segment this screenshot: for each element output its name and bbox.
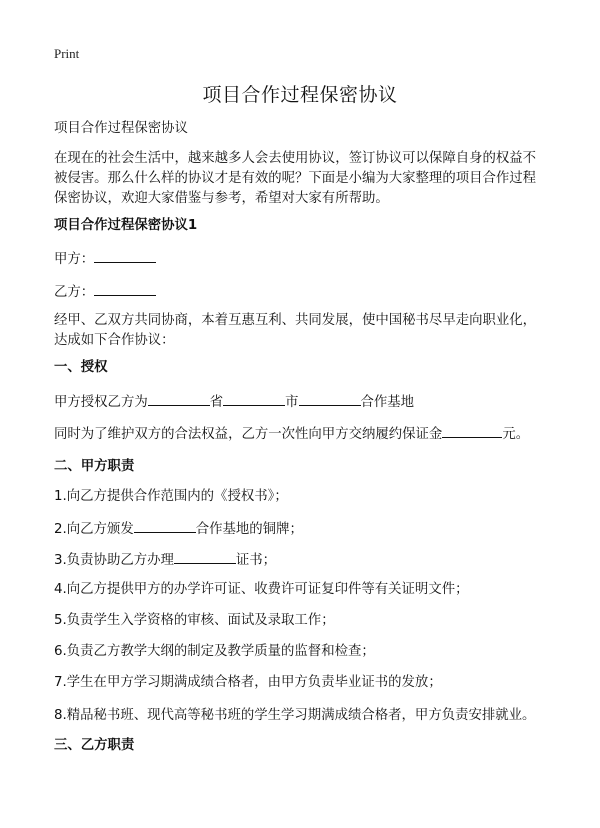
party-a-blank [94,248,156,263]
party-b-blank [94,281,156,296]
document-title: 项目合作过程保密协议 [202,84,398,106]
authorization-line [54,391,548,413]
deposit-text-1: 同时为了维护双方的合法权益，乙方一次性向甲方交纳履约保证金 [54,427,443,442]
duty-3-text-2: 证书； [235,553,277,568]
auth-text-2: 省 [209,395,224,410]
agreement-section-title: 项目合作过程保密协议1 [54,218,198,233]
party-a-label: 甲方： [54,252,95,267]
heading-authorization: 一、授权 [54,360,108,375]
city-blank [223,391,285,406]
duty-2-blank [134,518,196,533]
print-link[interactable]: Print [54,46,80,61]
duty-3-blank [174,549,236,564]
duty-2-text-2: 合作基地的铜牌； [195,522,303,537]
duty-item-3 [54,549,548,571]
auth-text-4: 合作基地 [360,395,415,410]
duty-2-text-1: 2.向乙方颁发 [54,522,134,537]
auth-text-1: 甲方授权乙方为 [54,395,148,410]
duty-3-text-1: 3.负责协助乙方办理 [54,553,174,568]
auth-text-3: 市 [285,395,299,410]
heading-party-b-duties: 三、乙方职责 [54,738,135,753]
duty-item-7: 7.学生在甲方学习期满成绩合格者，由甲方负责毕业证书的发放； [54,675,442,690]
duty-item-5: 5.负责学生入学资格的审核、面试及录取工作； [54,613,335,628]
province-blank [148,391,210,406]
heading-party-a-duties: 二、甲方职责 [54,459,135,474]
party-b-label: 乙方： [54,285,95,300]
duty-item-8: 8.精品秘书班、现代高等秘书班的学生学习期满成绩合格者，甲方负责安排就业。 [54,708,536,723]
document-subtitle: 项目合作过程保密协议 [54,121,188,136]
consensus-paragraph: 经甲、乙双方共同协商，本着互惠互利、共同发展，使中国秘书尽早走向职业化，达成如下合作协议： [54,313,537,348]
duty-item-4: 4.向乙方提供甲方的办学许可证、收费许可证复印件等有关证明文件； [54,582,469,597]
duty-item-1: 1.向乙方提供合作范围内的《授权书》； [54,489,288,504]
deposit-text-2: 元。 [502,427,530,442]
duty-item-2 [54,518,548,540]
party-a-line [54,248,548,270]
deposit-blank [442,423,502,438]
duty-item-6: 6.负责乙方教学大纲的制定及教学质量的监督和检查； [54,644,375,659]
base-blank [299,391,361,406]
party-b-line [54,281,548,303]
deposit-line [54,423,548,445]
intro-paragraph: 在现在的社会生活中，越来越多人会去使用协议，签订协议可以保障自身的权益不被侵害。那么什么样的协议才是有效的呢？下面是小编为大家整理的项目合作过程保密协议，欢迎大家借鉴与参考，希望对大家有所帮助。 [54,151,537,206]
